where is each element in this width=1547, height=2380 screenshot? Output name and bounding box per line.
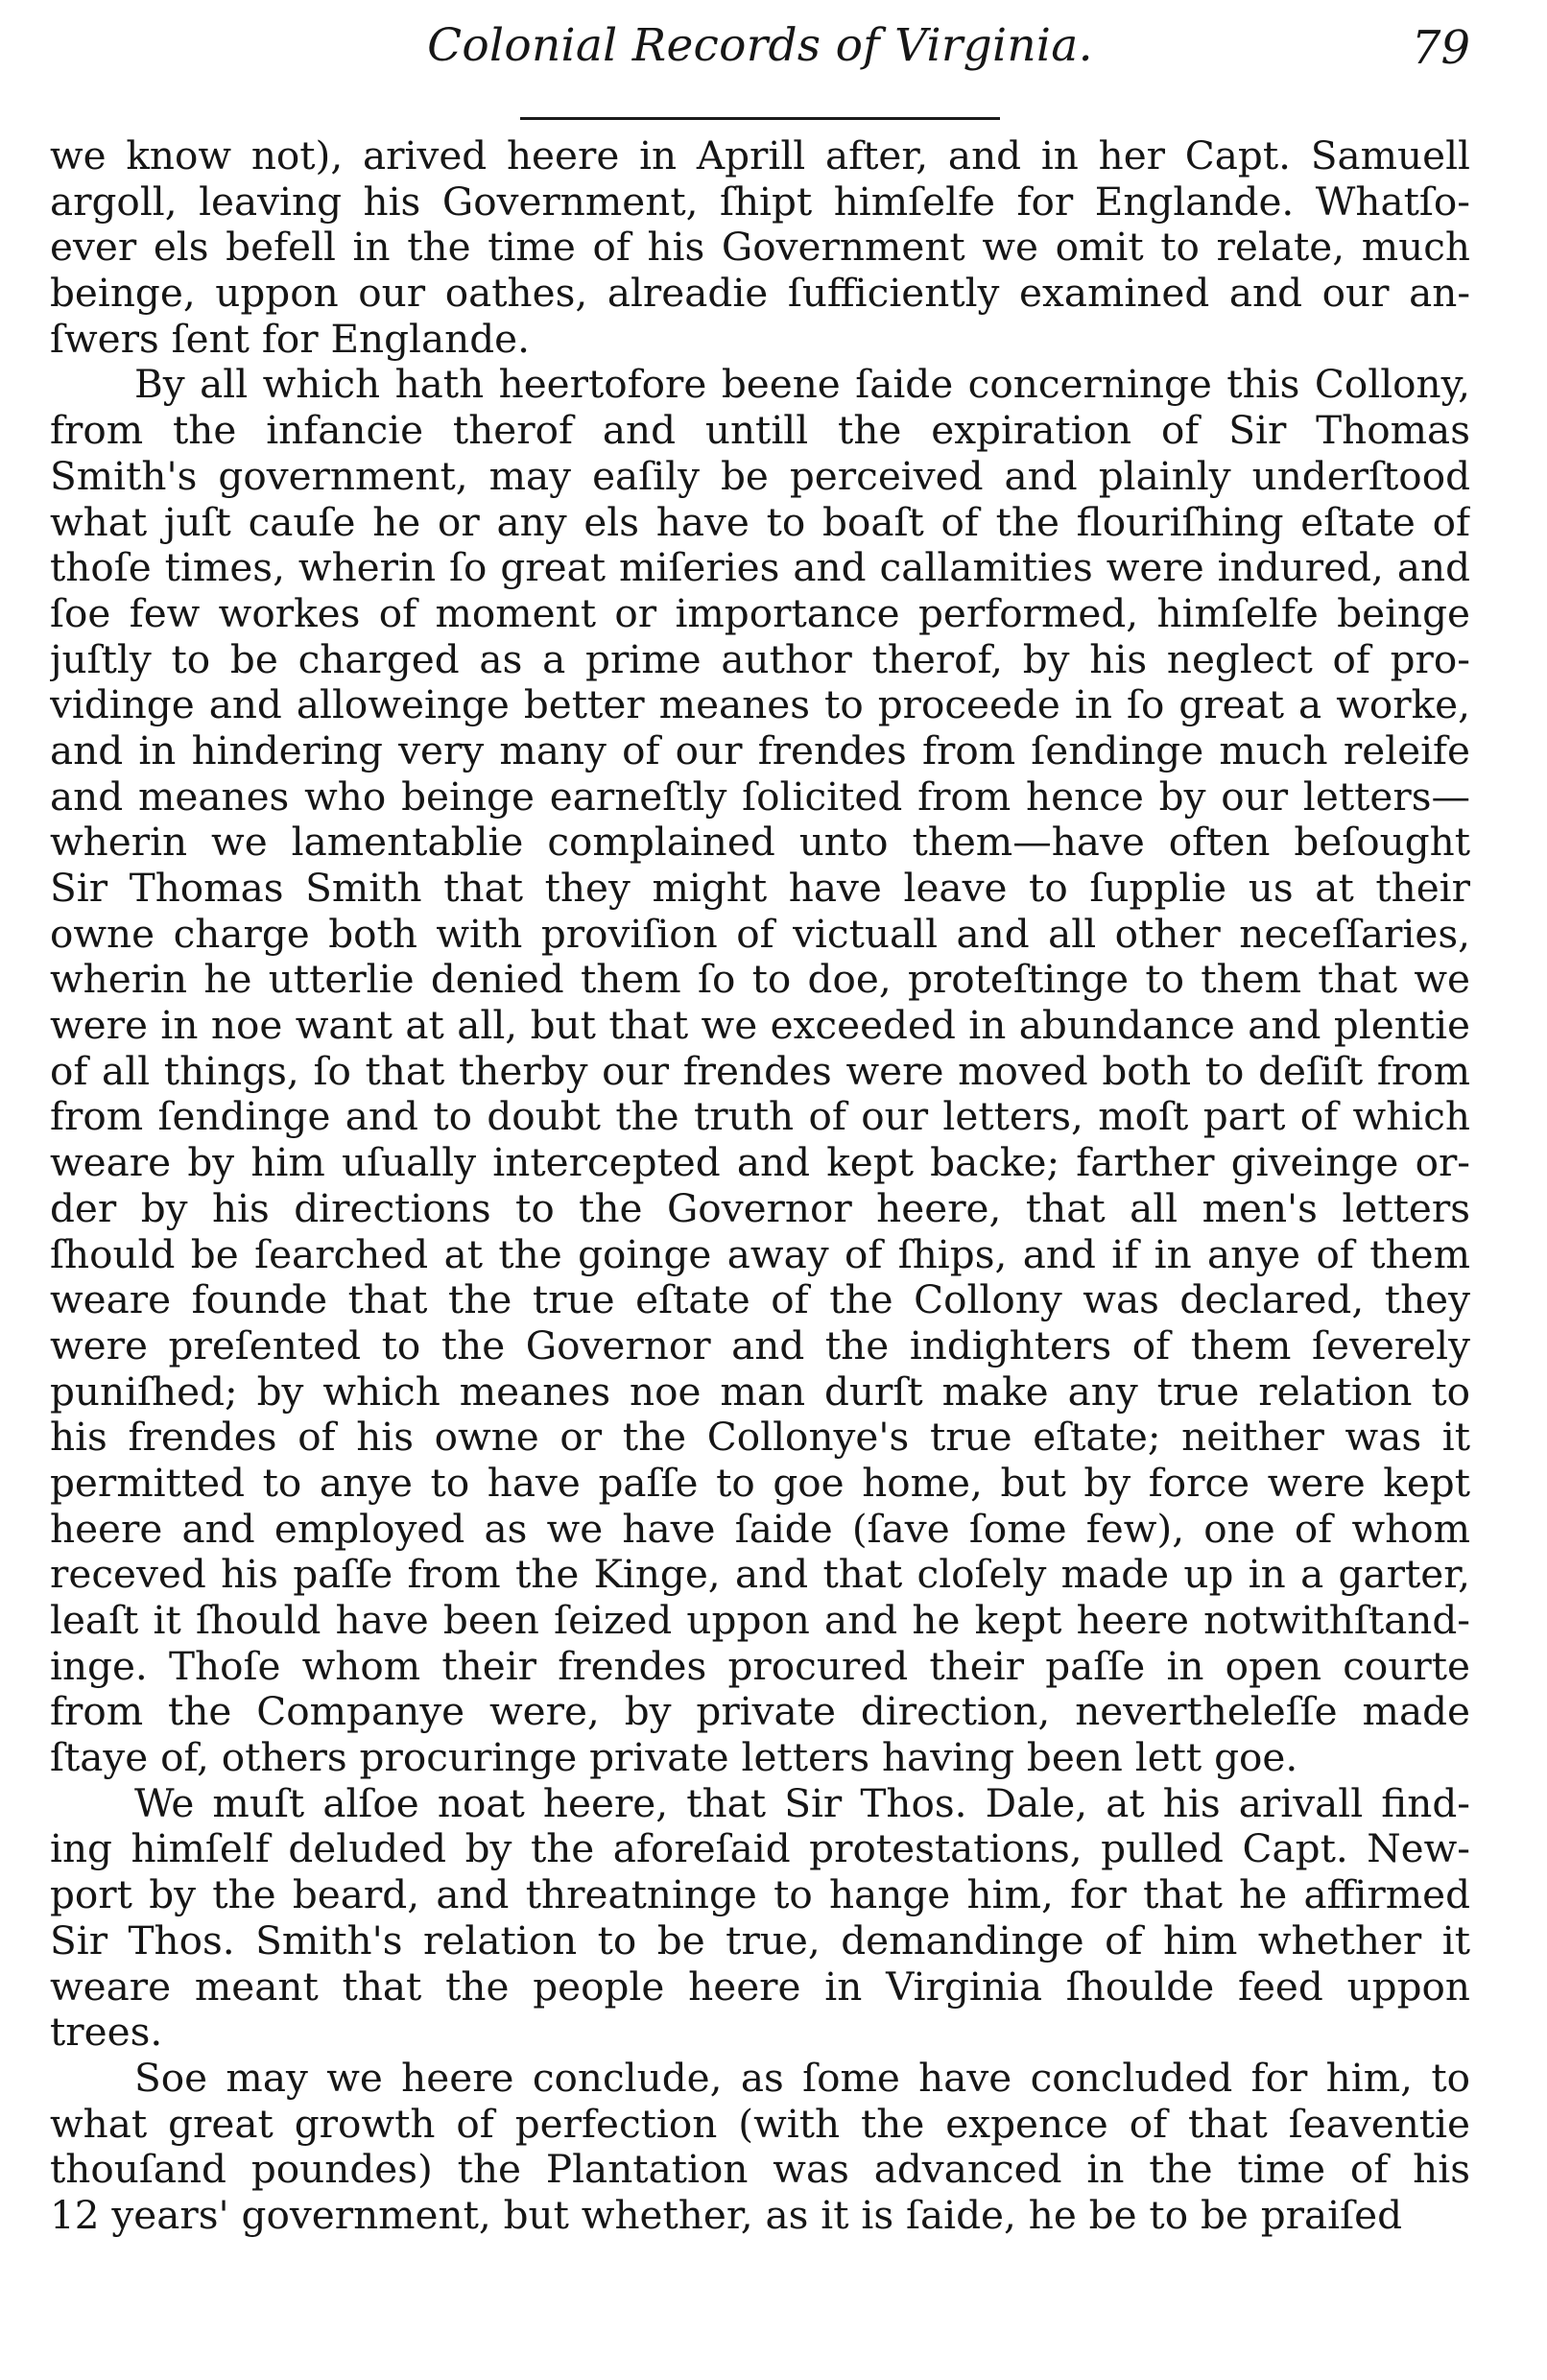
text-line: juſtly to be charged as a prime author therof, by his neglect of pro-: [50, 636, 1470, 682]
text-line: we know not), arived heere in Aprill after, and in her Capt. Samuell: [50, 133, 1470, 178]
text-line: Sir Thos. Smith's relation to be true, demandinge of him whether it: [50, 1917, 1470, 1964]
text-line: from ſendinge and to doubt the truth of our letters, moſt part of which: [50, 1094, 1470, 1140]
text-line: weare by him uſually intercepted and kept backe; farther giveinge or-: [50, 1140, 1470, 1186]
text-line: and meanes who beinge earneſtly ſolicited from hence by our letters—: [50, 774, 1470, 820]
text-line: trees.: [50, 2010, 163, 2056]
text-line: Sir Thomas Smith that they might have leave to ſupplie us at their: [50, 866, 1470, 911]
text-line: inge. Thoſe whom their frendes procured their paſſe in open courte: [50, 1643, 1470, 1689]
paragraph: [50, 362, 1470, 1780]
text-line: By all which hath heertofore beene ſaide concerninge this Collony,: [134, 362, 1470, 408]
text-line: We muſt alſoe noat heere, that Sir Thos. Dale, at his arivall find-: [134, 1780, 1470, 1826]
text-line: der by his directions to the Governor heere, that all men's letters: [50, 1185, 1470, 1231]
text-line: thoſe times, wherin ſo great miſeries and callamities were indured, and: [50, 545, 1470, 591]
paragraph: [50, 2056, 1470, 2239]
text-line: what great growth of perfection (with the expence of that ſeaventie: [50, 2101, 1470, 2147]
text-line: and in hindering very many of our frendes from ſendinge much releife: [50, 727, 1470, 774]
text-line: port by the beard, and threatninge to hange him, for that he affirmed: [50, 1872, 1470, 1918]
text-line: heere and employed as we have ſaide (ſave ſome few), one of whom: [50, 1506, 1470, 1552]
text-line: thouſand poundes) the Plantation was advanced in the time of his: [50, 2147, 1470, 2193]
text-line: wherin he utterlie denied them ſo to doe, proteſtinge to them that we: [50, 957, 1470, 1003]
text-line: receved his paſſe from the Kinge, and that cloſely made up in a garter,: [50, 1552, 1470, 1598]
text-line: were preſented to the Governor and the indighters of them ſeverely: [50, 1322, 1470, 1368]
body-text: [50, 133, 1470, 2239]
text-line: vidinge and alloweinge better meanes to proceede in ſo great a worke,: [50, 682, 1470, 728]
paragraph: [50, 1781, 1470, 2056]
text-line: wherin we lamentablie complained unto them—have often beſought: [50, 820, 1470, 866]
text-line: permitted to anye to have paſſe to goe home, but by force were kept: [50, 1460, 1470, 1506]
text-line: weare founde that the true eſtate of the Collony was declared, they: [50, 1277, 1470, 1323]
text-line: ſoe few workes of moment or importance performed, himſelfe beinge: [50, 590, 1470, 636]
text-line: weare meant that the people heere in Virginia ſhoulde feed uppon: [50, 1964, 1470, 2010]
text-line: from the infancie therof and untill the expiration of Sir Thomas: [50, 408, 1470, 454]
running-title: Colonial Records of Virginia.: [427, 19, 1093, 72]
text-line: puniſhed; by which meanes noe man durſt make any true relation to: [50, 1368, 1470, 1415]
paragraph: [50, 133, 1470, 362]
text-line: ing himſelf deluded by the aforeſaid protestations, pulled Capt. New-: [50, 1826, 1470, 1872]
text-line: his frendes of his owne or the Collonye's true eſtate; neither was it: [50, 1415, 1470, 1461]
text-line: from the Companye were, by private direction, nevertheleſſe made: [50, 1689, 1470, 1735]
text-line: leaſt it ſhould have been ſeized uppon and he kept heere notwithſtand-: [50, 1598, 1470, 1643]
text-line: Soe may we heere conclude, as ſome have concluded for him, to: [134, 2055, 1470, 2101]
page-number: 79: [1411, 21, 1470, 75]
text-line: Smith's government, may eaſily be perceived and plainly underſtood: [50, 453, 1470, 499]
text-line: 12 years' government, but whether, as it is ſaide, he be to be praiſed: [50, 2192, 1402, 2238]
header-rule: [520, 117, 1000, 120]
text-line: ſhould be ſearched at the goinge away of ſhips, and if in anye of them: [50, 1231, 1470, 1277]
text-line: of all things, ſo that therby our frendes were moved both to deſiſt from: [50, 1048, 1470, 1094]
text-line: owne charge both with proviſion of victuall and all other neceſſaries,: [50, 911, 1470, 957]
text-line: beinge, uppon our oathes, alreadie ſufficiently examined and our an-: [50, 271, 1470, 317]
text-line: ſwers ſent for Englande.: [50, 316, 530, 362]
text-line: what juſt cauſe he or any els have to boaſt of the flouriſhing eſtate of: [50, 499, 1470, 545]
book-page: [50, 13, 1470, 2355]
text-line: argoll, leaving his Government, ſhipt himſelfe for Englande. Whatſo-: [50, 178, 1470, 225]
text-line: ever els befell in the time of his Government we omit to relate, much: [50, 225, 1470, 271]
text-line: ſtaye of, others procuringe private letters having been lett goe.: [50, 1735, 1298, 1781]
text-line: were in noe want at all, but that we exceeded in abundance and plentie: [50, 1003, 1470, 1049]
running-head: [50, 13, 1470, 81]
